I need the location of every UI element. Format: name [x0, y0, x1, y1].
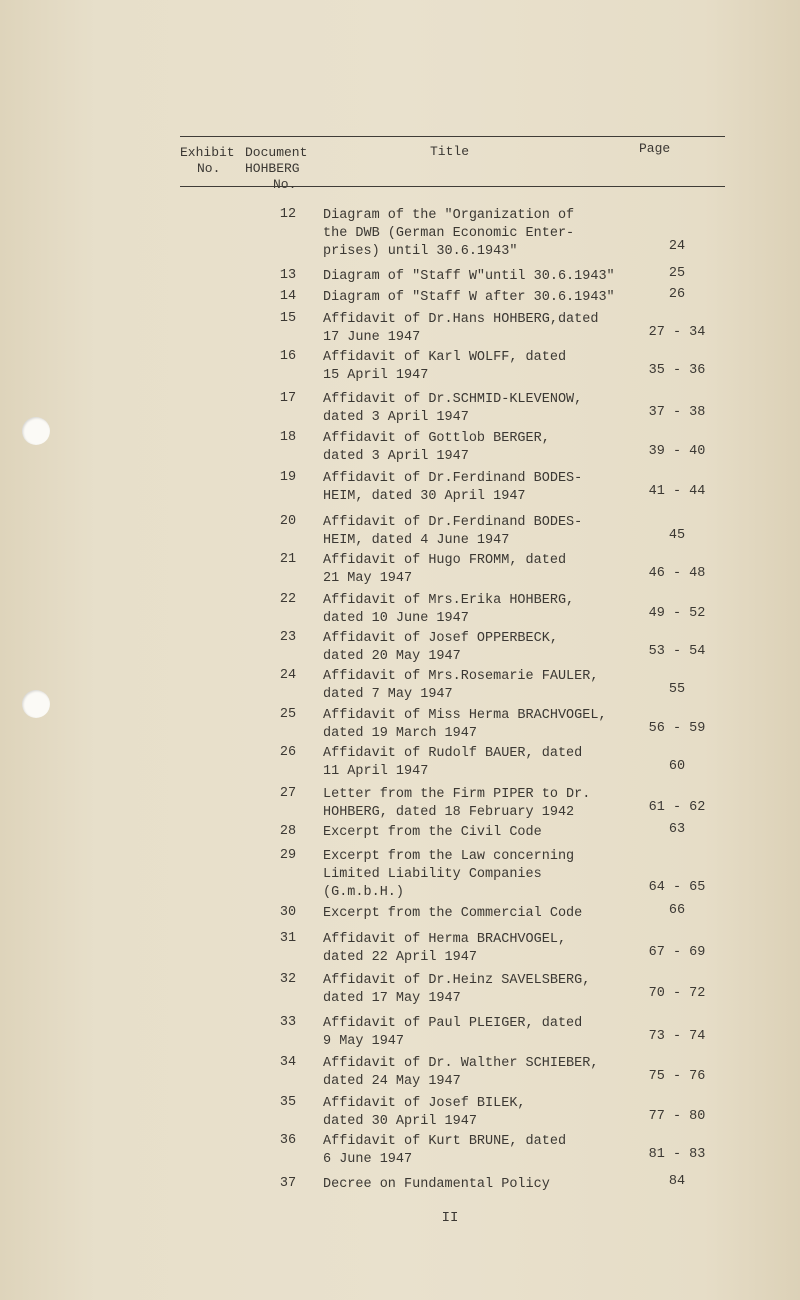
exhibit-title [323, 1133, 633, 1169]
exhibit-number: 34 [279, 1055, 297, 1070]
exhibit-title [323, 1176, 633, 1194]
exhibit-page-range: 24 [668, 239, 686, 254]
exhibit-page-range: 37 - 38 [648, 405, 706, 420]
exhibit-title [323, 745, 633, 781]
exhibit-title-line: Affidavit of Dr.Ferdinand BODES- [323, 515, 583, 530]
exhibit-page-range: 39 - 40 [648, 444, 706, 459]
header-top-rule [180, 136, 725, 137]
exhibit-title-line: Affidavit of Dr.Hans HOHBERG,dated [323, 312, 599, 327]
exhibit-title [323, 470, 633, 506]
exhibit-title-line: Affidavit of Hugo FROMM, dated [323, 553, 567, 568]
header-document-line1: Document [245, 145, 308, 160]
exhibit-title [323, 311, 633, 347]
exhibit-title-line: dated 7 May 1947 [323, 687, 453, 702]
exhibit-number: 14 [279, 289, 297, 304]
exhibit-title [323, 289, 633, 307]
exhibit-number: 26 [279, 745, 297, 760]
exhibit-title [323, 905, 633, 923]
exhibit-title-line: Affidavit of Josef BILEK, [323, 1096, 526, 1111]
exhibit-page-range: 35 - 36 [648, 363, 706, 378]
exhibit-title-line: HEIM, dated 4 June 1947 [323, 533, 510, 548]
exhibit-title-line: 11 April 1947 [323, 764, 429, 779]
exhibit-title-line: dated 22 April 1947 [323, 950, 477, 965]
exhibit-title-line: dated 30 April 1947 [323, 1114, 477, 1129]
exhibit-title [323, 552, 633, 588]
exhibit-title-line: (G.m.b.H.) [323, 885, 405, 900]
exhibit-page-range: 25 [668, 266, 686, 281]
exhibit-title [323, 391, 633, 427]
exhibit-title-line: Diagram of "Staff W"until 30.6.1943" [323, 269, 615, 284]
exhibit-number: 15 [279, 311, 297, 326]
exhibit-page-range: 46 - 48 [648, 566, 706, 581]
exhibit-title-line: dated 19 March 1947 [323, 726, 477, 741]
exhibit-title-line: 15 April 1947 [323, 368, 429, 383]
exhibit-page-range: 41 - 44 [648, 484, 706, 499]
exhibit-title-line: the DWB (German Economic Enter- [323, 226, 575, 241]
exhibit-title-line: Affidavit of Herma BRACHVOGEL, [323, 932, 567, 947]
page-number: II [441, 1210, 459, 1226]
exhibit-number: 37 [279, 1176, 297, 1191]
exhibit-title-line: Excerpt from the Civil Code [323, 825, 542, 840]
exhibit-number: 33 [279, 1015, 297, 1030]
exhibit-title-line: prises) until 30.6.1943" [323, 244, 518, 259]
exhibit-number: 36 [279, 1133, 297, 1148]
exhibit-title [323, 268, 633, 286]
exhibit-page-range: 77 - 80 [648, 1109, 706, 1124]
header-exhibit-line1: Exhibit [180, 145, 235, 160]
exhibit-title-line: Affidavit of Mrs.Rosemarie FAULER, [323, 669, 599, 684]
exhibit-title-line: Limited Liability Companies [323, 867, 542, 882]
exhibit-title [323, 707, 633, 743]
exhibit-title-line: Diagram of "Staff W after 30.6.1943" [323, 290, 615, 305]
exhibit-page-range: 75 - 76 [648, 1069, 706, 1084]
exhibit-title-line: Affidavit of Rudolf BAUER, dated [323, 746, 583, 761]
exhibit-title [323, 824, 633, 842]
exhibit-page-range: 64 - 65 [648, 880, 706, 895]
exhibit-number: 25 [279, 707, 297, 722]
exhibit-number: 18 [279, 430, 297, 445]
header-document-line3: No. [273, 177, 297, 192]
exhibit-title [323, 207, 633, 261]
punch-hole [22, 417, 50, 445]
exhibit-title-line: Affidavit of Josef OPPERBECK, [323, 631, 558, 646]
exhibit-title-line: dated 20 May 1947 [323, 649, 461, 664]
exhibit-title-line: Affidavit of Dr.Heinz SAVELSBERG, [323, 973, 591, 988]
exhibit-title-line: Letter from the Firm PIPER to Dr. [323, 787, 591, 802]
header-page: Page [639, 141, 671, 156]
exhibit-title [323, 1095, 633, 1131]
exhibit-title [323, 349, 633, 385]
exhibit-title-line: Diagram of the "Organization of [323, 208, 575, 223]
exhibit-title [323, 630, 633, 666]
exhibit-title-line: 21 May 1947 [323, 571, 413, 586]
exhibit-page-range: 26 [668, 287, 686, 302]
exhibit-page-range: 84 [668, 1174, 686, 1189]
exhibit-title-line: Affidavit of Dr. Walther SCHIEBER, [323, 1056, 599, 1071]
exhibit-page-range: 67 - 69 [648, 945, 706, 960]
exhibit-title-line: HOHBERG, dated 18 February 1942 [323, 805, 575, 820]
exhibit-page-range: 70 - 72 [648, 986, 706, 1001]
exhibit-title-line: Affidavit of Dr.SCHMID-KLEVENOW, [323, 392, 583, 407]
exhibit-title-line: Affidavit of Miss Herma BRACHVOGEL, [323, 708, 607, 723]
exhibit-title [323, 1055, 633, 1091]
exhibit-number: 22 [279, 592, 297, 607]
exhibit-title [323, 848, 633, 902]
exhibit-title [323, 668, 633, 704]
exhibit-page-range: 27 - 34 [648, 325, 706, 340]
exhibit-title [323, 1015, 633, 1051]
exhibit-title [323, 931, 633, 967]
exhibit-page-range: 73 - 74 [648, 1029, 706, 1044]
exhibit-number: 13 [279, 268, 297, 283]
exhibit-number: 20 [279, 514, 297, 529]
exhibit-title [323, 972, 633, 1008]
exhibit-title-line: dated 17 May 1947 [323, 991, 461, 1006]
exhibit-title-line: Affidavit of Kurt BRUNE, dated [323, 1134, 567, 1149]
exhibit-title-line: Affidavit of Dr.Ferdinand BODES- [323, 471, 583, 486]
exhibit-number: 28 [279, 824, 297, 839]
header-document-line2: HOHBERG [245, 161, 300, 176]
exhibit-page-range: 63 [668, 822, 686, 837]
exhibit-title [323, 514, 633, 550]
exhibit-title [323, 592, 633, 628]
exhibit-title-line: dated 24 May 1947 [323, 1074, 461, 1089]
header-title: Title [430, 144, 470, 159]
exhibit-number: 19 [279, 470, 297, 485]
exhibit-number: 29 [279, 848, 297, 863]
exhibit-page-range: 81 - 83 [648, 1147, 706, 1162]
punch-hole [22, 690, 50, 718]
header-bottom-rule [180, 186, 725, 187]
exhibit-title-line: 17 June 1947 [323, 330, 421, 345]
exhibit-number: 12 [279, 207, 297, 222]
exhibit-number: 24 [279, 668, 297, 683]
header-exhibit-line2: No. [197, 161, 221, 176]
exhibit-title-line: Decree on Fundamental Policy [323, 1177, 550, 1192]
exhibit-page-range: 60 [668, 759, 686, 774]
exhibit-number: 17 [279, 391, 297, 406]
exhibit-page-range: 56 - 59 [648, 721, 706, 736]
exhibit-title-line: Affidavit of Paul PLEIGER, dated [323, 1016, 583, 1031]
exhibit-page-range: 49 - 52 [648, 606, 706, 621]
exhibit-number: 30 [279, 905, 297, 920]
exhibit-page-range: 55 [668, 682, 686, 697]
exhibit-title-line: dated 10 June 1947 [323, 611, 469, 626]
exhibit-title-line: 6 June 1947 [323, 1152, 413, 1167]
exhibit-number: 35 [279, 1095, 297, 1110]
exhibit-title-line: Excerpt from the Law concerning [323, 849, 575, 864]
exhibit-title-line: Affidavit of Karl WOLFF, dated [323, 350, 567, 365]
exhibit-number: 23 [279, 630, 297, 645]
exhibit-number: 16 [279, 349, 297, 364]
exhibit-title-line: dated 3 April 1947 [323, 449, 469, 464]
exhibit-page-range: 45 [668, 528, 686, 543]
exhibit-page-range: 61 - 62 [648, 800, 706, 815]
exhibit-title [323, 786, 633, 822]
exhibit-title-line: Excerpt from the Commercial Code [323, 906, 583, 921]
exhibit-title-line: dated 3 April 1947 [323, 410, 469, 425]
exhibit-page-range: 53 - 54 [648, 644, 706, 659]
exhibit-page-range: 66 [668, 903, 686, 918]
exhibit-title-line: Affidavit of Mrs.Erika HOHBERG, [323, 593, 575, 608]
exhibit-number: 27 [279, 786, 297, 801]
exhibit-number: 31 [279, 931, 297, 946]
exhibit-title-line: Affidavit of Gottlob BERGER, [323, 431, 550, 446]
exhibit-number: 21 [279, 552, 297, 567]
exhibit-title-line: 9 May 1947 [323, 1034, 405, 1049]
exhibit-number: 32 [279, 972, 297, 987]
exhibit-title-line: HEIM, dated 30 April 1947 [323, 489, 526, 504]
exhibit-title [323, 430, 633, 466]
